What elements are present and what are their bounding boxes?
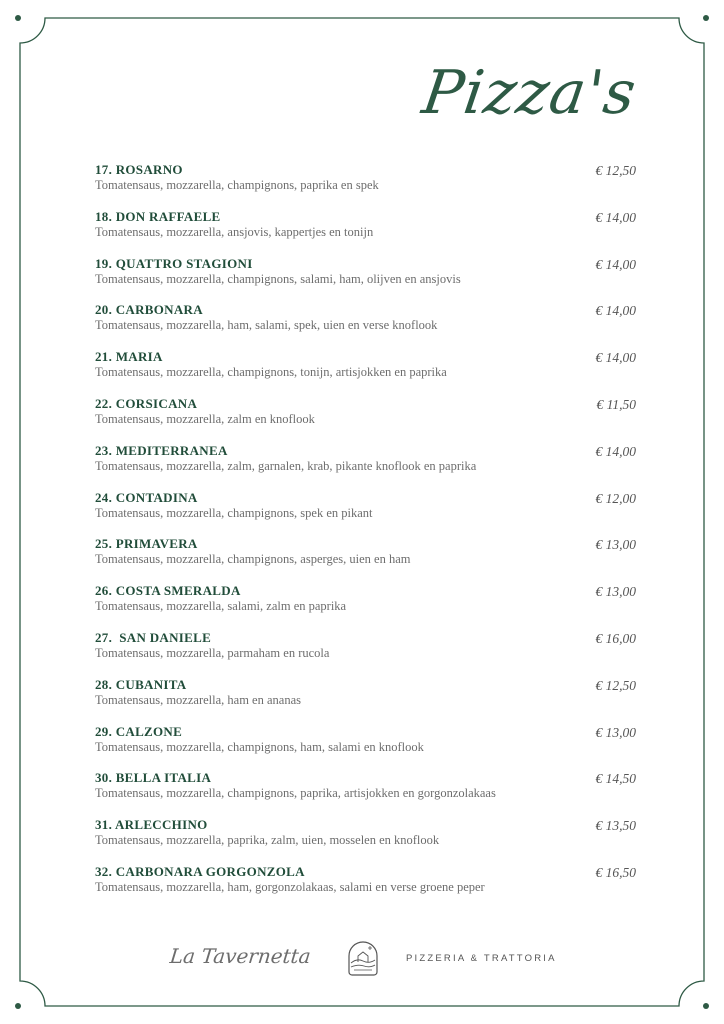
menu-item-name: 28. CUBANITA [95, 676, 187, 692]
menu-item-name: 22. CORSICANA [95, 395, 198, 411]
restaurant-subtitle: PIZZERIA & TRATTORIA [406, 953, 557, 964]
menu-item-price: € 16,50 [595, 864, 636, 880]
menu-item [95, 349, 638, 396]
menu-item-price: € 13,00 [595, 584, 636, 600]
menu-item-description: Tomatensaus, mozzarella, champignons, spek en pikant [95, 505, 373, 520]
menu-item-name: 20. CARBONARA [95, 302, 203, 318]
menu-item-description: Tomatensaus, mozzarella, ansjovis, kappertjes en tonijn [95, 224, 374, 239]
menu-item-price: € 13,00 [595, 724, 636, 740]
menu-item-description: Tomatensaus, mozzarella, champignons, asperges, uien en ham [95, 552, 411, 567]
menu-item-description: Tomatensaus, mozzarella, ham, gorgonzolakaas, salami en verse groene peper [95, 879, 485, 894]
menu-item-price: € 14,00 [595, 303, 636, 319]
menu-item [95, 256, 638, 303]
menu-item [95, 302, 638, 349]
menu-item-name: 27. SAN DANIELE [95, 629, 212, 645]
menu-item-price: € 12,50 [595, 163, 636, 178]
menu-item-price: € 14,00 [595, 256, 636, 272]
menu-item-description: Tomatensaus, mozzarella, zalm en knoflook [95, 411, 315, 426]
menu-item-price: € 11,50 [596, 396, 636, 412]
menu-item [95, 864, 638, 911]
menu-item-description: Tomatensaus, mozzarella, parmaham en rucola [95, 645, 330, 660]
menu-item [95, 209, 638, 256]
menu-item-name: 17. ROSARNO [95, 162, 183, 177]
menu-item-price: € 14,00 [595, 350, 636, 366]
menu-item-price: € 12,00 [595, 490, 636, 506]
menu-item-name: 21. MARIA [95, 349, 163, 365]
menu-item-price: € 14,00 [595, 443, 636, 459]
menu-item-name: 18. DON RAFFAELE [95, 208, 221, 224]
menu-item-name: 31. ARLECCHINO [95, 817, 208, 833]
menu-item [95, 630, 638, 677]
menu-item-description: Tomatensaus, mozzarella, ham en ananas [95, 692, 301, 707]
menu-item [95, 443, 638, 490]
menu-item-price: € 13,50 [595, 818, 636, 834]
farmhouse-logo-icon [344, 936, 382, 978]
menu-item [95, 536, 638, 583]
menu-item-description: Tomatensaus, mozzarella, salami, zalm en paprika [95, 599, 347, 614]
menu-item-description: Tomatensaus, mozzarella, champignons, ham, salami en knoflook [95, 739, 424, 754]
menu-item-name: 26. COSTA SMERALDA [95, 583, 241, 599]
menu-item [95, 724, 638, 771]
menu-item [95, 770, 638, 817]
page-title: Pizza's [418, 58, 641, 128]
menu-item [95, 817, 638, 864]
restaurant-name: La Tavernetta [168, 944, 312, 968]
menu-item [95, 677, 638, 724]
menu-item-price: € 12,50 [595, 677, 636, 693]
menu-item [95, 396, 638, 443]
menu-item-name: 29. CALZONE [95, 723, 183, 739]
menu-list [95, 162, 638, 911]
menu-item-description: Tomatensaus, mozzarella, champignons, salami, ham, olijven en ansjovis [95, 271, 461, 286]
menu-item-description: Tomatensaus, mozzarella, champignons, paprika, artisjokken en gorgonzolakaas [95, 786, 496, 801]
menu-item-price: € 13,00 [595, 537, 636, 553]
menu-item-price: € 16,00 [595, 630, 636, 646]
menu-item-description: Tomatensaus, mozzarella, ham, salami, spek, uien en verse knoflook [95, 318, 438, 333]
menu-item-description: Tomatensaus, mozzarella, zalm, garnalen, krab, pikante knoflook en paprika [95, 458, 477, 473]
menu-item-price: € 14,50 [595, 771, 636, 787]
menu-item-name: 23. MEDITERRANEA [95, 442, 228, 458]
menu-item-description: Tomatensaus, mozzarella, champignons, tonijn, artisjokken en paprika [95, 365, 447, 380]
menu-item-price: € 14,00 [595, 209, 636, 225]
menu-item-description: Tomatensaus, mozzarella, paprika, zalm, uien, mosselen en knoflook [95, 833, 440, 848]
menu-item-name: 30. BELLA ITALIA [95, 770, 212, 786]
menu-item-description: Tomatensaus, mozzarella, champignons, paprika en spek [95, 178, 379, 192]
menu-item [95, 162, 638, 209]
menu-item [95, 490, 638, 537]
menu-item-name: 32. CARBONARA GORGONZOLA [95, 863, 305, 879]
menu-item [95, 583, 638, 630]
menu-item-name: 24. CONTADINA [95, 489, 198, 505]
menu-item-name: 19. QUATTRO STAGIONI [95, 255, 253, 271]
menu-item-name: 25. PRIMAVERA [95, 536, 198, 552]
